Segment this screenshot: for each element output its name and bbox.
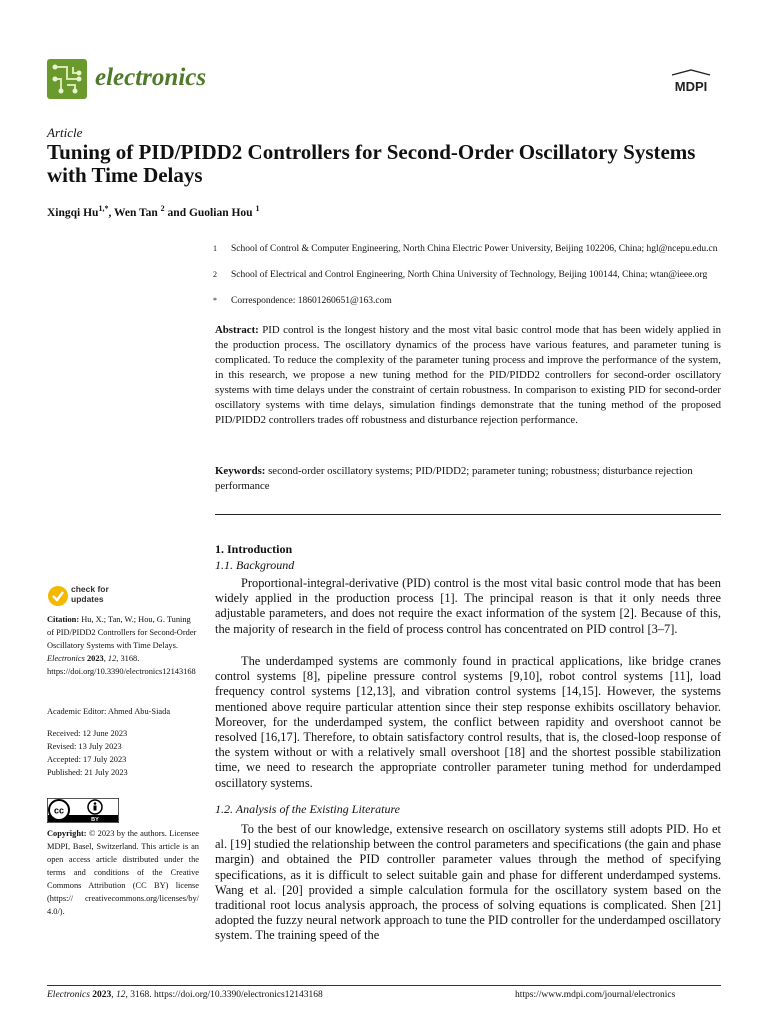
affiliation-text: School of Electrical and Control Engineering, North China University of Technology, Beijing 100144, China; wtan@ieee.org: [231, 270, 708, 280]
check-updates-line2: updates: [71, 593, 104, 604]
revised-date: Revised: 13 July 2023: [47, 742, 122, 751]
svg-text:cc: cc: [53, 805, 65, 816]
check-for-updates-button[interactable]: [47, 585, 137, 609]
article-type: Article: [47, 125, 83, 140]
footer-journal: Electronics: [47, 990, 90, 1000]
subsection-heading: 1.2. Analysis of the Existing Literature: [215, 802, 400, 816]
affiliation: [213, 268, 733, 282]
footer-journal-url[interactable]: https://www.mdpi.com/journal/electronics: [515, 990, 676, 1000]
correspondence-text: Correspondence: 18601260651@163.com: [231, 296, 392, 306]
footer-doi-link[interactable]: , 3168. https://doi.org/10.3390/electronics12143168: [125, 990, 323, 1000]
academic-editor: Academic Editor: Ahmed Abu-Siada: [47, 707, 171, 716]
mdpi-logo-text: MDPI: [674, 79, 708, 94]
journal-name: electronics: [95, 64, 207, 91]
abstract-text: PID control is the longest history and the most vital basic control mode that has been widely applied in the production process. The oscillatory dynamics of the process have various features, and parameter tuning is complicated. To reduce the complexity of the parameter tuning process and improve the performance of the system, in this research, we propose a new tuning method for the PID/PIDD2 controllers for second-order oscillatory systems with time delays under the constraint of certain robustness. In comparison to existing PID for second-order oscillatory systems with time delays, simulation findings demonstrate that the tuning method of the proposed PID/PIDD2 controllers trades off robustness and disturbance rejection performance.: [215, 324, 721, 426]
citation-label: Citation:: [47, 615, 80, 624]
author-sep: and: [164, 206, 189, 219]
keywords: [215, 464, 721, 494]
citation-text: Hu, X.; Tan, W.; Hou, G. Tuning of PID/PIDD2 Controllers for Second-Order Oscillatory Systems with Time Delays.: [47, 615, 197, 650]
dates-block: [47, 727, 199, 779]
affiliation: [213, 242, 733, 256]
received-date: Received: 12 June 2023: [47, 729, 128, 738]
mdpi-logo-icon: [666, 69, 716, 97]
paragraph: [215, 576, 721, 637]
accepted-date: Accepted: 17 July 2023: [47, 755, 127, 764]
article-title: Tuning of PID/PIDD2 Controllers for Second-Order Oscillatory Systems with Time Delays: [47, 140, 696, 187]
author-sup: 2: [160, 204, 165, 213]
citation-doi[interactable]: , 3168. https://doi.org/10.3390/electronics12143168: [47, 654, 196, 676]
paragraph: [215, 822, 721, 944]
author-name[interactable]: Xingqi Hu: [47, 206, 99, 219]
affiliation-text: School of Control & Computer Engineering, North China Electric Power University, Beijing 102206, China; hgl@ncepu.edu.cn: [231, 244, 718, 254]
author-sup: 1,*: [98, 204, 109, 213]
copyright-label: Copyright:: [47, 829, 87, 838]
citation-year: 2023: [86, 654, 104, 663]
check-updates-line1: check for: [71, 584, 109, 594]
author-name[interactable]: Guolian Hou: [188, 206, 253, 219]
footer-volume: 12: [116, 990, 126, 1000]
copyright-text: © 2023 by the authors. Licensee MDPI, Basel, Switzerland. This article is an open access article distributed under the terms and conditions of the Creative Commons Attribution (CC BY) license (https:// creativecommons.org/licenses/by/ 4.0/).: [47, 829, 199, 916]
section-divider: [215, 514, 721, 515]
check-updates-icon: [47, 585, 69, 607]
section-heading: 1. Introduction: [215, 542, 293, 556]
author-sep: ,: [108, 206, 114, 219]
abstract-label: Abstract:: [215, 324, 259, 336]
abstract: [215, 323, 721, 428]
paragraph-text: To the best of our knowledge, extensive research on oscillatory systems still adopts PID. Ho et al. [19] studied the relationship between the control parameters and specifications (the gain and phase margin) and obtained the PID controller parameter values through the method of specifying specifications, as it is difficult to select suitable gain and phase for different underdamped systems. Wang et al. [20] provided a simple calculation formula for the oscillatory system based on the traditional root locus analysis approach, the process of solving equations is complicated. Shen [21] adopted the fuzzy neural network approach to tune the PID controller for the underdamped oscillatory system. The training speed of the: [215, 822, 721, 943]
correspondence: [213, 294, 733, 308]
citation-volume: 12: [107, 654, 117, 663]
copyright-block: [47, 827, 199, 918]
paragraph-text: The underdamped systems are commonly found in practical applications, like bridge cranes control systems [8], pipeline pressure control systems [9,10], robot control systems [11], load frequency control systems [12,13], and vibration control systems [14,15]. However, the systems mentioned above require particular attention since their step response exhibits oscillatory behavior. Moreover, for the underdamped system, the conflict between rapidity and overshoot cannot be resolved [16,17]. Therefore, to obtain satisfactory control results, that is, the closed-loop response of the system without or with a relatively small overshoot [18] and the shortest possible stabilization time, we need to research the appropriate controller parameter tuning method for underdamped oscillatory systems.: [215, 654, 721, 790]
paragraph: [215, 654, 721, 791]
footer-year: 2023: [92, 990, 112, 1000]
cc-by-license-icon[interactable]: [47, 798, 119, 823]
citation-block: Citation: Hu, X.; Tan, W.; Hou, G. Tuning of PID/PIDD2 Controllers for Second-Order Oscillatory Systems with Time Delays. Electronics 2023, 12, 3168. https://doi.org/10.3390/electronics12143168: [47, 615, 197, 676]
svg-text:BY: BY: [91, 817, 99, 823]
keywords-label: Keywords:: [215, 465, 266, 477]
affiliation-number: 2: [213, 270, 217, 279]
subsection-heading: 1.1. Background: [215, 558, 295, 572]
journal-logo-icon: [47, 59, 87, 99]
published-date: Published: 21 July 2023: [47, 768, 128, 777]
paragraph-text: Proportional-integral-derivative (PID) control is the most vital basic control mode that has been widely applied in the production process [1]. The principal reason is that it only needs three adjustable parameters, and does not require the exact information of the system [2]. Because of this, the majority of research in the field of process control has concentrated on PID control [3–7].: [215, 576, 721, 636]
citation-journal: Electronics: [47, 654, 85, 663]
footer-divider: [47, 985, 721, 986]
keywords-text: second-order oscillatory systems; PID/PIDD2; parameter tuning; robustness; disturbance rejection performance: [215, 465, 693, 492]
author-list: [47, 204, 259, 219]
affiliation-number: *: [213, 296, 217, 305]
footer-citation: Electronics 2023, 12, 3168. https://doi.org/10.3390/electronics12143168: [47, 990, 323, 1000]
affiliation-number: 1: [213, 244, 217, 253]
author-sup: 1: [255, 204, 260, 213]
author-name[interactable]: Wen Tan: [114, 206, 158, 219]
